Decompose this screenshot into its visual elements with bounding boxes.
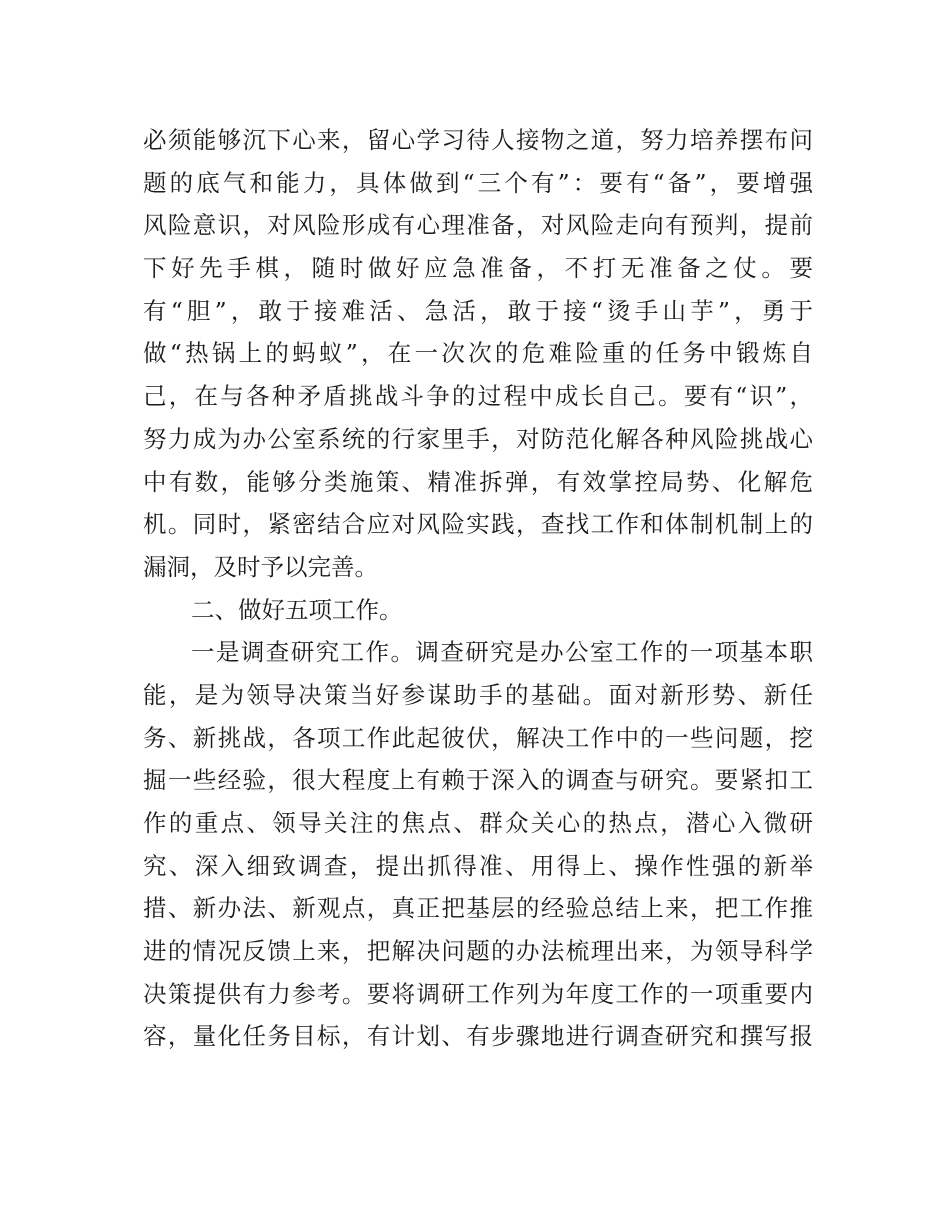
text-line: 容，量化任务目标，有计划、有步骤地进行调查研究和撰写报 (143, 1022, 813, 1051)
text-line: 一是调查研究工作。调查研究是办公室工作的一项基本职 (191, 638, 813, 667)
text-line: 做“热锅上的蚂蚁”，在一次次的危难险重的任务中锻炼自 (143, 339, 813, 368)
text-line: 决策提供有力参考。要将调研工作列为年度工作的一项重要内 (143, 979, 813, 1008)
text-line: 下好先手棋，随时做好应急准备，不打无准备之仗。要 (143, 254, 813, 283)
text-line: 漏洞，及时予以完善。 (143, 552, 378, 581)
text-line: 措、新办法、新观点，真正把基层的经验总结上来，把工作推 (143, 894, 813, 923)
text-line: 能，是为领导决策当好参谋助手的基础。面对新形势、新任 (143, 680, 813, 709)
text-line: 作的重点、领导关注的焦点、群众关心的热点，潜心入微研 (143, 809, 813, 837)
section-heading: 二、做好五项工作。 (191, 595, 403, 624)
text-line: 题的底气和能力，具体做到“三个有”：要有“备”，要增强 (143, 168, 813, 197)
text-line: 努力成为办公室系统的行家里手，对防范化解各种风险挑战心 (143, 424, 813, 453)
text-line: 务、新挑战，各项工作此起彼伏，解决工作中的一些问题，挖 (143, 723, 813, 752)
text-line: 进的情况反馈上来，把解决问题的办法梳理出来，为领导科学 (143, 937, 813, 966)
text-line: 中有数，能够分类施策、精准拆弹，有效掌控局势、化解危 (143, 467, 813, 496)
text-line: 己，在与各种矛盾挑战斗争的过程中成长自己。要有“识”， (143, 382, 813, 411)
text-line: 必须能够沉下心来，留心学习待人接物之道，努力培养摆布问 (143, 126, 813, 154)
text-line: 机。同时，紧密结合应对风险实践，查找工作和体制机制上的 (143, 510, 813, 539)
text-line: 风险意识，对风险形成有心理准备，对风险走向有预判，提前 (143, 211, 813, 240)
text-line: 究、深入细致调查，提出抓得准、用得上、操作性强的新举 (143, 851, 813, 880)
text-line: 掘一些经验，很大程度上有赖于深入的调查与研究。要紧扣工 (143, 766, 813, 795)
text-line: 有“胆”，敢于接难活、急活，敢于接“烫手山芋”，勇于 (143, 296, 813, 325)
document-body (143, 119, 813, 1058)
